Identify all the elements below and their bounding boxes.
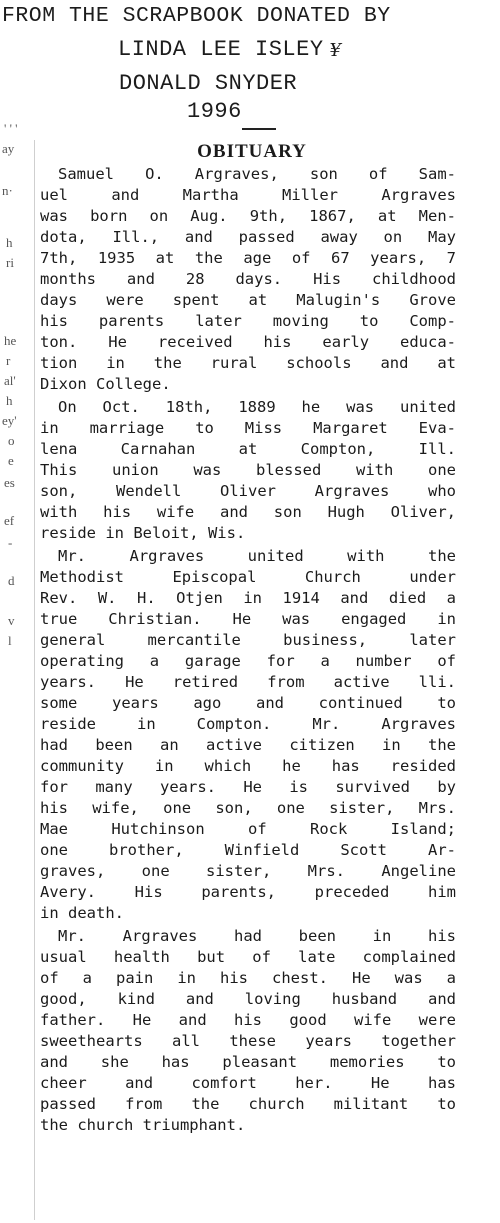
fragment: d — [8, 573, 15, 588]
text-line: tion in the rural schools and at — [40, 354, 456, 372]
text-line: the church triumphant. — [40, 1116, 246, 1134]
text-line: and she has pleasant memories to — [40, 1053, 456, 1071]
text-line: years. He retired from active lli. — [40, 673, 456, 691]
fragment: h — [6, 235, 13, 250]
text-line: his wife, one son, one sister, Mrs. — [40, 799, 456, 817]
column-rule — [34, 140, 35, 1220]
text-line: ton. He received his early educa- — [40, 333, 456, 351]
article-body — [40, 164, 456, 1136]
fragment: ey' — [2, 413, 17, 428]
text-line: passed from the church militant to — [40, 1095, 456, 1113]
article-paragraph — [40, 164, 456, 395]
scrapbook-header — [0, 2, 500, 130]
text-line: reside in Beloit, Wis. — [40, 524, 246, 542]
text-line: On Oct. 18th, 1889 he was united — [58, 398, 456, 416]
fragment: he — [4, 333, 17, 348]
text-line: one brother, Winfield Scott Ar- — [40, 841, 456, 859]
handwritten-mark: ¥ — [329, 40, 342, 61]
text-line: Rev. W. H. Otjen in 1914 and died a — [40, 589, 456, 607]
article-paragraph — [40, 926, 456, 1136]
header-year: 1996 — [187, 99, 242, 124]
text-line: 7th, 1935 at the age of 67 years, 7 — [40, 249, 456, 267]
text-line: Methodist Episcopal Church under — [40, 568, 456, 586]
text-line: in death. — [40, 904, 124, 922]
text-line: reside in Compton. Mr. Argraves — [40, 715, 456, 733]
text-line: in marriage to Miss Margaret Eva- — [40, 419, 456, 437]
text-line: for many years. He is survived by — [40, 778, 456, 796]
text-line: was born on Aug. 9th, 1867, at Men- — [40, 207, 456, 225]
text-line: cheer and comfort her. He has — [40, 1074, 456, 1092]
text-line: some years ago and continued to — [40, 694, 456, 712]
text-line: good, kind and loving husband and — [40, 990, 456, 1008]
text-line: had been an active citizen in the — [40, 736, 456, 754]
fragment: es — [4, 475, 15, 490]
text-line: his parents later moving to Comp- — [40, 312, 456, 330]
text-line: community in which he has resided — [40, 757, 456, 775]
text-line: Mr. Argraves had been in his — [58, 927, 456, 945]
text-line: usual health but of late complained — [40, 948, 456, 966]
obituary-article — [40, 140, 456, 1220]
year-underline — [242, 128, 276, 130]
text-line: Mae Hutchinson of Rock Island; — [40, 820, 456, 838]
fragment: al' — [4, 373, 16, 388]
text-line: Mr. Argraves united with the — [58, 547, 456, 565]
fragment: ' ' ' — [4, 121, 18, 136]
fragment: ri — [6, 255, 14, 270]
fragment: h — [6, 393, 13, 408]
article-headline: OBITUARY — [197, 141, 307, 162]
article-paragraph — [40, 546, 456, 924]
header-donated-by: FROM THE SCRAPBOOK DONATED BY — [2, 4, 391, 28]
header-second-donor: DONALD SNYDER — [119, 71, 298, 96]
text-line: Samuel O. Argraves, son of Sam- — [58, 165, 456, 183]
text-line: son, Wendell Oliver Argraves who — [40, 482, 456, 500]
text-line: This union was blessed with one — [40, 461, 456, 479]
text-line: lena Carnahan at Compton, Ill. — [40, 440, 456, 458]
text-line: of a pain in his chest. He was a — [40, 969, 456, 987]
header-donor-name-text: LINDA LEE ISLEY — [118, 37, 324, 62]
text-line: days were spent at Malugin's Grove — [40, 291, 456, 309]
text-line: general mercantile business, later — [40, 631, 456, 649]
text-line: operating a garage for a number of — [40, 652, 456, 670]
text-line: true Christian. He was engaged in — [40, 610, 456, 628]
fragment: e — [8, 453, 14, 468]
fragment: o — [8, 433, 15, 448]
fragment: ef — [4, 513, 15, 528]
text-line: dota, Ill., and passed away on May — [40, 228, 456, 246]
fragment: - — [8, 535, 13, 550]
text-line: father. He and his good wife were — [40, 1011, 456, 1029]
text-line: graves, one sister, Mrs. Angeline — [40, 862, 456, 880]
adjacent-column-fragments — [0, 118, 30, 768]
text-line: Avery. His parents, preceded him — [40, 883, 456, 901]
text-line: Dixon College. — [40, 375, 171, 393]
text-line: months and 28 days. His childhood — [40, 270, 456, 288]
text-line: sweethearts all these years together — [40, 1032, 456, 1050]
fragment: l — [8, 633, 12, 648]
fragment: r — [6, 353, 11, 368]
article-paragraph — [40, 397, 456, 544]
header-donor-name — [118, 36, 342, 64]
text-line: with his wife and son Hugh Oliver, — [40, 503, 456, 521]
text-line: uel and Martha Miller Argraves — [40, 186, 456, 204]
fragment: ay — [2, 141, 15, 156]
fragment: n· — [2, 183, 13, 198]
fragment: v — [8, 613, 15, 628]
